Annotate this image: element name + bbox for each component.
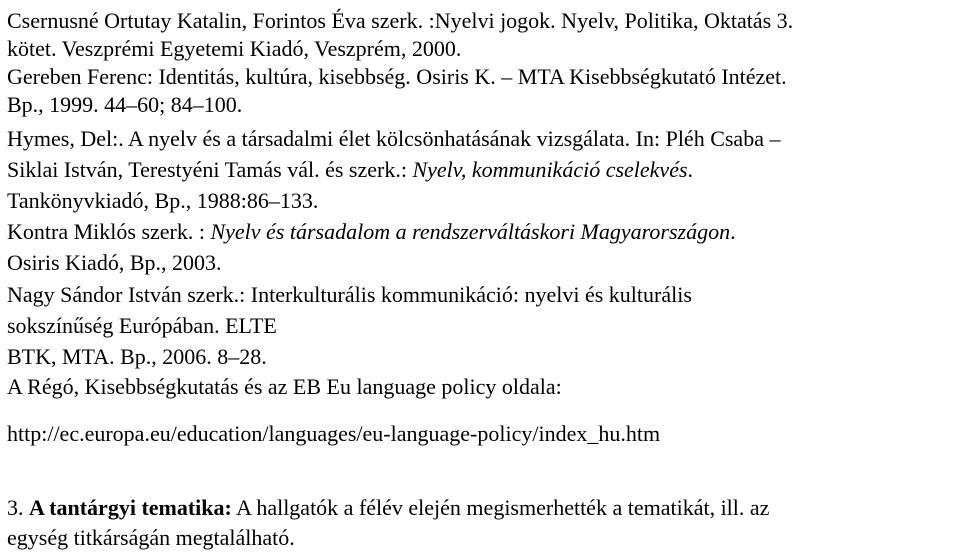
- reference-text: Osiris Kiadó, Bp., 2003.: [7, 250, 222, 275]
- section-heading: A tantárgyi tematika:: [29, 495, 232, 520]
- section-paragraph: [7, 494, 769, 522]
- reference-line: [7, 343, 267, 371]
- url-text: http://ec.europa.eu/education/languages/eu-language-policy/index_hu.htm: [7, 421, 661, 446]
- reference-line: [7, 312, 277, 340]
- reference-line: [7, 7, 793, 35]
- section-text: egység titkárságán megtalálható.: [7, 525, 295, 550]
- reference-line: [7, 125, 780, 153]
- reference-text: .: [687, 157, 694, 182]
- reference-text: Siklai István, Terestyéni Tamás vál. és szerk.:: [7, 157, 413, 182]
- reference-line: [7, 187, 318, 215]
- reference-line: [7, 63, 787, 91]
- section-number: 3.: [7, 495, 29, 520]
- reference-title: Nyelv, kommunikáció cselekvés: [412, 157, 688, 182]
- reference-text: sokszínűség Európában. ELTE: [7, 313, 277, 338]
- reference-text: Tankönyvkiadó, Bp., 1988:86–133.: [7, 188, 319, 213]
- reference-text: A Régó, Kisebbségkutatás és az EB Eu language policy oldala:: [7, 374, 562, 399]
- reference-url: [7, 420, 660, 448]
- reference-text: .: [730, 219, 736, 244]
- reference-line: [7, 281, 692, 309]
- reference-title: Nyelv és társadalom a rendszerváltáskori Magyarországon: [210, 219, 731, 244]
- reference-line: [7, 249, 222, 277]
- reference-line: [7, 373, 562, 401]
- section-text: A hallgatók a félév elején megismerhették a tematikát, ill. az: [231, 495, 770, 520]
- reference-text: kötet. Veszprémi Egyetemi Kiadó, Veszprém, 2000.: [7, 36, 462, 61]
- reference-text: Csernusné Ortutay Katalin, Forintos Éva szerk. :Nyelvi jogok. Nyelv, Politika, Oktatás 3.: [7, 8, 794, 33]
- reference-line: [7, 156, 693, 184]
- section-paragraph: [7, 524, 295, 552]
- reference-text: Nagy Sándor István szerk.: Interkulturális kommunikáció: nyelvi és kulturális: [7, 282, 692, 307]
- reference-text: Kontra Miklós szerk. :: [7, 219, 211, 244]
- reference-line: [7, 35, 461, 63]
- reference-text: Bp., 1999. 44–60; 84–100.: [7, 92, 243, 117]
- reference-text: Gereben Ferenc: Identitás, kultúra, kisebbség. Osiris K. – MTA Kisebbségkutató Intézet.: [7, 64, 787, 89]
- reference-text: BTK, MTA. Bp., 2006. 8–28.: [7, 344, 267, 369]
- reference-line: [7, 218, 736, 246]
- reference-text: Hymes, Del:. A nyelv és a társadalmi élet kölcsönhatásának vizsgálata. In: Pléh Csaba –: [7, 126, 781, 151]
- reference-line: [7, 91, 242, 119]
